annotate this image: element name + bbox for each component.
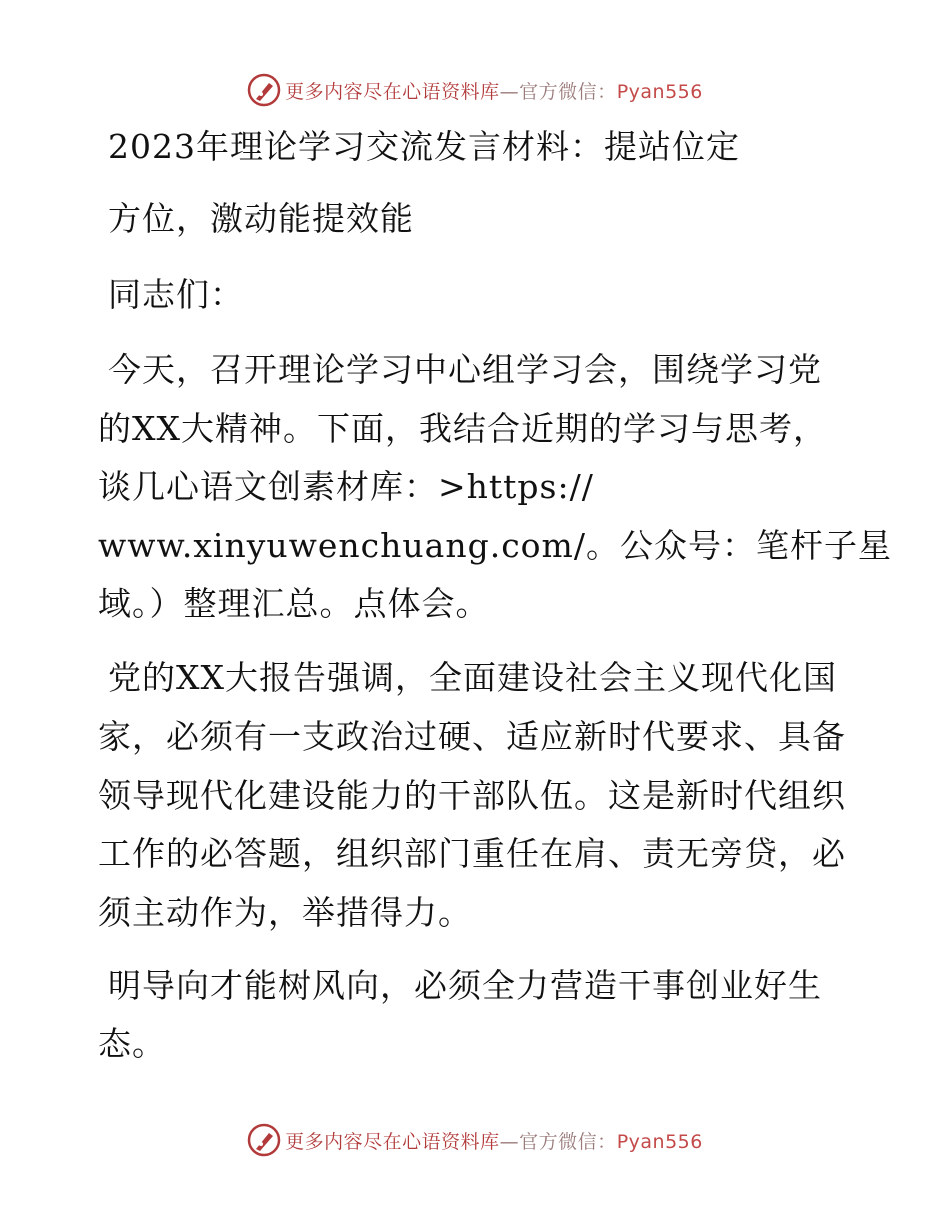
- paragraph-2-line-2: 家，必须有一支政治过硬、适应新时代要求、具备: [98, 717, 846, 756]
- watermark-id: Pyan556: [616, 80, 703, 103]
- paragraph-1-line-5: 域。）整理汇总。点体会。: [98, 584, 490, 623]
- document-title-line-1: 2023年理论学习交流发言材料：提站位定: [108, 127, 740, 166]
- paragraph-2-line-3: 领导现代化建设能力的干部队伍。这是新时代组织: [98, 776, 846, 815]
- watermark-text: [285, 77, 703, 104]
- paragraph-1-line-3: 谈几心语文创素材库：>https://: [98, 467, 594, 506]
- pen-logo-icon: [247, 1123, 281, 1157]
- paragraph-2-line-4: 工作的必答题，组织部门重任在肩、责无旁贷，必: [98, 834, 846, 873]
- watermark-sep: —官方微信：: [499, 80, 617, 103]
- pen-logo-icon: [247, 73, 281, 107]
- paragraph-1-line-2: 的XX大精神。下面，我结合近期的学习与思考，: [98, 409, 827, 448]
- watermark-main: 更多内容尽在心语资料库: [285, 1130, 500, 1153]
- watermark-sep: —官方微信：: [499, 1130, 617, 1153]
- paragraph-2-line-1: 党的XX大报告强调，全面建设社会主义现代化国: [108, 658, 837, 697]
- header-watermark: [0, 70, 950, 110]
- footer-watermark: [0, 1120, 950, 1160]
- paragraph-1-line-4: www.xinyuwenchuang.com/。公众号：笔杆子星: [98, 526, 892, 565]
- watermark-main: 更多内容尽在心语资料库: [285, 80, 500, 103]
- paragraph-3-line-1: 明导向才能树风向，必须全力营造干事创业好生: [108, 966, 822, 1005]
- watermark-text: [285, 1127, 703, 1154]
- watermark-id: Pyan556: [616, 1130, 703, 1153]
- paragraph-2-line-5: 须主动作为，举措得力。: [98, 893, 472, 932]
- document-title-line-2: 方位，激动能提效能: [108, 199, 414, 238]
- paragraph-1-line-1: 今天，召开理论学习中心组学习会，围绕学习党: [108, 350, 822, 389]
- greeting: 同志们：: [108, 275, 244, 314]
- paragraph-3-line-2: 态。: [98, 1024, 166, 1063]
